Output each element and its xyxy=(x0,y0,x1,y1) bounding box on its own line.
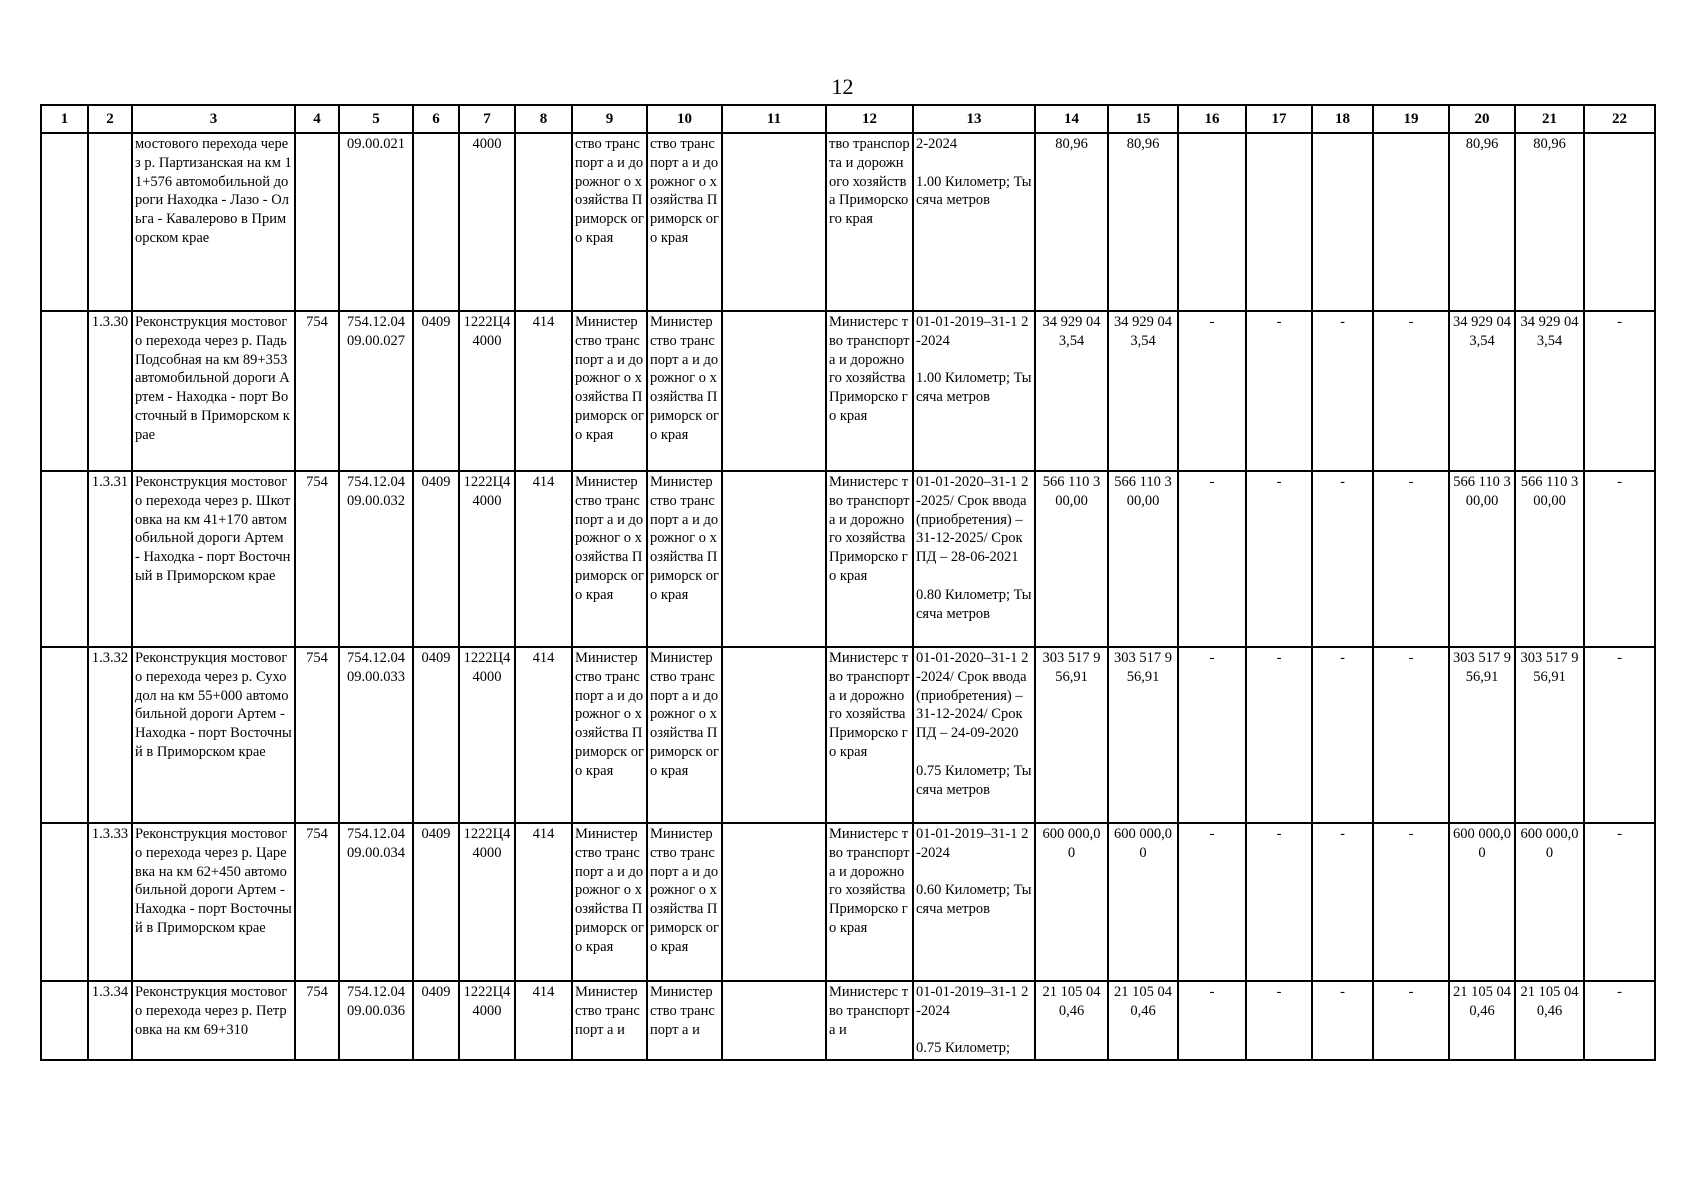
period-capacity: 01-01-2020–31-1 2-2024/ Срок ввода (приобретения) – 31-12-2024/ Срок ПД – 24-09-2020 0.75 Километр; Тысяча метров xyxy=(913,647,1035,823)
developer: Министер ство транспорт а и дорожног о хозяйства Приморск ого края xyxy=(647,471,722,647)
col-header-12: 12 xyxy=(826,105,913,133)
amount-col19: - xyxy=(1373,311,1449,471)
amount-col20: 600 000,0 0 xyxy=(1449,823,1515,981)
developer: ство транспорт а и дорожног о хозяйства Приморск ого края xyxy=(647,133,722,311)
amount-col21: 303 517 9 56,91 xyxy=(1515,647,1584,823)
project-code: 754.12.04 09.00.036 xyxy=(339,981,413,1060)
col-header-7: 7 xyxy=(459,105,515,133)
amount-col16: - xyxy=(1178,471,1246,647)
amount-col22 xyxy=(1584,133,1655,311)
grbs-code: 754 xyxy=(295,471,339,647)
amount-col16: - xyxy=(1178,311,1246,471)
customer: ство транспорт а и дорожног о хозяйства Приморск ого края xyxy=(572,133,647,311)
customer: Министер ство транспорт а и дорожног о хозяйства Приморск ого края xyxy=(572,471,647,647)
amount-col15: 303 517 9 56,91 xyxy=(1108,647,1178,823)
cell-col11 xyxy=(722,823,826,981)
row-number xyxy=(88,133,132,311)
amount-col21: 600 000,0 0 xyxy=(1515,823,1584,981)
project-code: 754.12.04 09.00.033 xyxy=(339,647,413,823)
expense-type: 414 xyxy=(515,823,572,981)
col-header-10: 10 xyxy=(647,105,722,133)
col-header-22: 22 xyxy=(1584,105,1655,133)
customer: Министер ство транспорт а и дорожног о хозяйства Приморск ого края xyxy=(572,311,647,471)
amount-col19: - xyxy=(1373,471,1449,647)
amount-col18: - xyxy=(1312,311,1373,471)
amount-col22: - xyxy=(1584,647,1655,823)
amount-col20: 21 105 04 0,46 xyxy=(1449,981,1515,1060)
amount-col18: - xyxy=(1312,981,1373,1060)
target-article: 1222Ц4 4000 xyxy=(459,647,515,823)
amount-col16 xyxy=(1178,133,1246,311)
period-capacity: 01-01-2019–31-1 2-2024 0.75 Километр; xyxy=(913,981,1035,1060)
section-code xyxy=(413,133,459,311)
project-code: 754.12.04 09.00.027 xyxy=(339,311,413,471)
col-header-18: 18 xyxy=(1312,105,1373,133)
col-header-20: 20 xyxy=(1449,105,1515,133)
amount-col15: 566 110 3 00,00 xyxy=(1108,471,1178,647)
page-number: 12 xyxy=(831,74,854,99)
amount-col17: - xyxy=(1246,647,1312,823)
section-code: 0409 xyxy=(413,823,459,981)
expense-type: 414 xyxy=(515,311,572,471)
amount-col15: 80,96 xyxy=(1108,133,1178,311)
period-capacity: 01-01-2019–31-1 2-2024 0.60 Километр; Тысяча метров xyxy=(913,823,1035,981)
table-row xyxy=(41,471,1655,647)
amount-col22: - xyxy=(1584,823,1655,981)
total-cost: 21 105 04 0,46 xyxy=(1035,981,1108,1060)
amount-col21: 80,96 xyxy=(1515,133,1584,311)
cell-col1 xyxy=(41,823,88,981)
cell-col1 xyxy=(41,133,88,311)
header-row xyxy=(41,105,1655,133)
col-header-2: 2 xyxy=(88,105,132,133)
target-article: 1222Ц4 4000 xyxy=(459,981,515,1060)
responsible-executor: Министерс тво транспорта и дорожного хозяйства Приморско го края xyxy=(826,471,913,647)
amount-col18 xyxy=(1312,133,1373,311)
customer: Министер ство транспорт а и дорожног о хозяйства Приморск ого края xyxy=(572,647,647,823)
amount-col16: - xyxy=(1178,647,1246,823)
object-name: Реконструкция мостового перехода через р. Шкотовка на км 41+170 автомобильной дороги Артем - Находка - порт Восточный в Приморском крае xyxy=(132,471,295,647)
table-row xyxy=(41,133,1655,311)
amount-col18: - xyxy=(1312,647,1373,823)
grbs-code: 754 xyxy=(295,823,339,981)
responsible-executor: Министерс тво транспорта и xyxy=(826,981,913,1060)
amount-col19: - xyxy=(1373,647,1449,823)
developer: Министер ство транспорт а и дорожног о хозяйства Приморск ого края xyxy=(647,311,722,471)
period-capacity: 2-2024 1.00 Километр; Тысяча метров xyxy=(913,133,1035,311)
col-header-15: 15 xyxy=(1108,105,1178,133)
cell-col1 xyxy=(41,311,88,471)
amount-col22: - xyxy=(1584,311,1655,471)
amount-col15: 21 105 04 0,46 xyxy=(1108,981,1178,1060)
col-header-9: 9 xyxy=(572,105,647,133)
col-header-6: 6 xyxy=(413,105,459,133)
amount-col17: - xyxy=(1246,471,1312,647)
cell-col11 xyxy=(722,311,826,471)
col-header-1: 1 xyxy=(41,105,88,133)
amount-col20: 566 110 3 00,00 xyxy=(1449,471,1515,647)
section-code: 0409 xyxy=(413,647,459,823)
col-header-19: 19 xyxy=(1373,105,1449,133)
object-name: Реконструкция мостового перехода через р. Суходол на км 55+000 автомобильной дороги Артем - Находка - порт Восточный в Приморском крае xyxy=(132,647,295,823)
row-number: 1.3.34 xyxy=(88,981,132,1060)
grbs-code: 754 xyxy=(295,311,339,471)
section-code: 0409 xyxy=(413,471,459,647)
total-cost: 80,96 xyxy=(1035,133,1108,311)
target-article: 1222Ц4 4000 xyxy=(459,471,515,647)
target-article: 1222Ц4 4000 xyxy=(459,311,515,471)
amount-col16: - xyxy=(1178,823,1246,981)
cell-col1 xyxy=(41,471,88,647)
row-number: 1.3.33 xyxy=(88,823,132,981)
cell-col11 xyxy=(722,471,826,647)
responsible-executor: Министерс тво транспорта и дорожного хозяйства Приморско го края xyxy=(826,311,913,471)
amount-col20: 303 517 9 56,91 xyxy=(1449,647,1515,823)
object-name: мостового перехода через р. Партизанская на км 11+576 автомобильной дороги Находка - Лазо - Ольга - Кавалерово в Приморском крае xyxy=(132,133,295,311)
col-header-14: 14 xyxy=(1035,105,1108,133)
object-name: Реконструкция мостового перехода через р. Падь Подсобная на км 89+353 автомобильной дороги Артем - Находка - порт Восточный в Приморском крае xyxy=(132,311,295,471)
expense-type: 414 xyxy=(515,647,572,823)
table-row xyxy=(41,823,1655,981)
amount-col22: - xyxy=(1584,981,1655,1060)
amount-col19: - xyxy=(1373,823,1449,981)
expense-type xyxy=(515,133,572,311)
cell-col11 xyxy=(722,647,826,823)
expense-type: 414 xyxy=(515,471,572,647)
col-header-8: 8 xyxy=(515,105,572,133)
col-header-16: 16 xyxy=(1178,105,1246,133)
cell-col1 xyxy=(41,981,88,1060)
amount-col18: - xyxy=(1312,823,1373,981)
col-header-4: 4 xyxy=(295,105,339,133)
amount-col15: 34 929 04 3,54 xyxy=(1108,311,1178,471)
developer: Министер ство транспорт а и дорожног о хозяйства Приморск ого края xyxy=(647,823,722,981)
amount-col19 xyxy=(1373,133,1449,311)
total-cost: 566 110 3 00,00 xyxy=(1035,471,1108,647)
total-cost: 303 517 9 56,91 xyxy=(1035,647,1108,823)
row-number: 1.3.32 xyxy=(88,647,132,823)
project-code: 09.00.021 xyxy=(339,133,413,311)
period-capacity: 01-01-2019–31-1 2-2024 1.00 Километр; Тысяча метров xyxy=(913,311,1035,471)
project-code: 754.12.04 09.00.034 xyxy=(339,823,413,981)
budget-table xyxy=(40,104,1656,1061)
amount-col16: - xyxy=(1178,981,1246,1060)
cell-col11 xyxy=(722,133,826,311)
amount-col21: 566 110 3 00,00 xyxy=(1515,471,1584,647)
amount-col20: 80,96 xyxy=(1449,133,1515,311)
responsible-executor: тво транспорта и дорожного хозяйства Приморско го края xyxy=(826,133,913,311)
grbs-code xyxy=(295,133,339,311)
responsible-executor: Министерс тво транспорта и дорожного хозяйства Приморско го края xyxy=(826,823,913,981)
cell-col1 xyxy=(41,647,88,823)
col-header-17: 17 xyxy=(1246,105,1312,133)
col-header-5: 5 xyxy=(339,105,413,133)
section-code: 0409 xyxy=(413,311,459,471)
table-row xyxy=(41,981,1655,1060)
expense-type: 414 xyxy=(515,981,572,1060)
section-code: 0409 xyxy=(413,981,459,1060)
col-header-21: 21 xyxy=(1515,105,1584,133)
table-row xyxy=(41,311,1655,471)
target-article: 1222Ц4 4000 xyxy=(459,823,515,981)
object-name: Реконструкция мостового перехода через р. Царевка на км 62+450 автомобильной дороги Артем - Находка - порт Восточный в Приморском крае xyxy=(132,823,295,981)
grbs-code: 754 xyxy=(295,981,339,1060)
grbs-code: 754 xyxy=(295,647,339,823)
customer: Министер ство транспорт а и xyxy=(572,981,647,1060)
amount-col20: 34 929 04 3,54 xyxy=(1449,311,1515,471)
amount-col21: 21 105 04 0,46 xyxy=(1515,981,1584,1060)
amount-col17: - xyxy=(1246,823,1312,981)
amount-col15: 600 000,0 0 xyxy=(1108,823,1178,981)
developer: Министер ство транспорт а и xyxy=(647,981,722,1060)
cell-col11 xyxy=(722,981,826,1060)
amount-col21: 34 929 04 3,54 xyxy=(1515,311,1584,471)
customer: Министер ство транспорт а и дорожног о хозяйства Приморск ого края xyxy=(572,823,647,981)
amount-col17: - xyxy=(1246,981,1312,1060)
responsible-executor: Министерс тво транспорта и дорожного хозяйства Приморско го края xyxy=(826,647,913,823)
total-cost: 34 929 04 3,54 xyxy=(1035,311,1108,471)
target-article: 4000 xyxy=(459,133,515,311)
amount-col18: - xyxy=(1312,471,1373,647)
amount-col19: - xyxy=(1373,981,1449,1060)
col-header-11: 11 xyxy=(722,105,826,133)
table-body xyxy=(41,133,1655,1060)
amount-col17 xyxy=(1246,133,1312,311)
object-name: Реконструкция мостового перехода через р. Петровка на км 69+310 xyxy=(132,981,295,1060)
period-capacity: 01-01-2020–31-1 2-2025/ Срок ввода (приобретения) – 31-12-2025/ Срок ПД – 28-06-2021 0.80 Километр; Тысяча метров xyxy=(913,471,1035,647)
project-code: 754.12.04 09.00.032 xyxy=(339,471,413,647)
amount-col22: - xyxy=(1584,471,1655,647)
developer: Министер ство транспорт а и дорожног о хозяйства Приморск ого края xyxy=(647,647,722,823)
total-cost: 600 000,0 0 xyxy=(1035,823,1108,981)
col-header-13: 13 xyxy=(913,105,1035,133)
table-row xyxy=(41,647,1655,823)
row-number: 1.3.30 xyxy=(88,311,132,471)
amount-col17: - xyxy=(1246,311,1312,471)
row-number: 1.3.31 xyxy=(88,471,132,647)
col-header-3: 3 xyxy=(132,105,295,133)
